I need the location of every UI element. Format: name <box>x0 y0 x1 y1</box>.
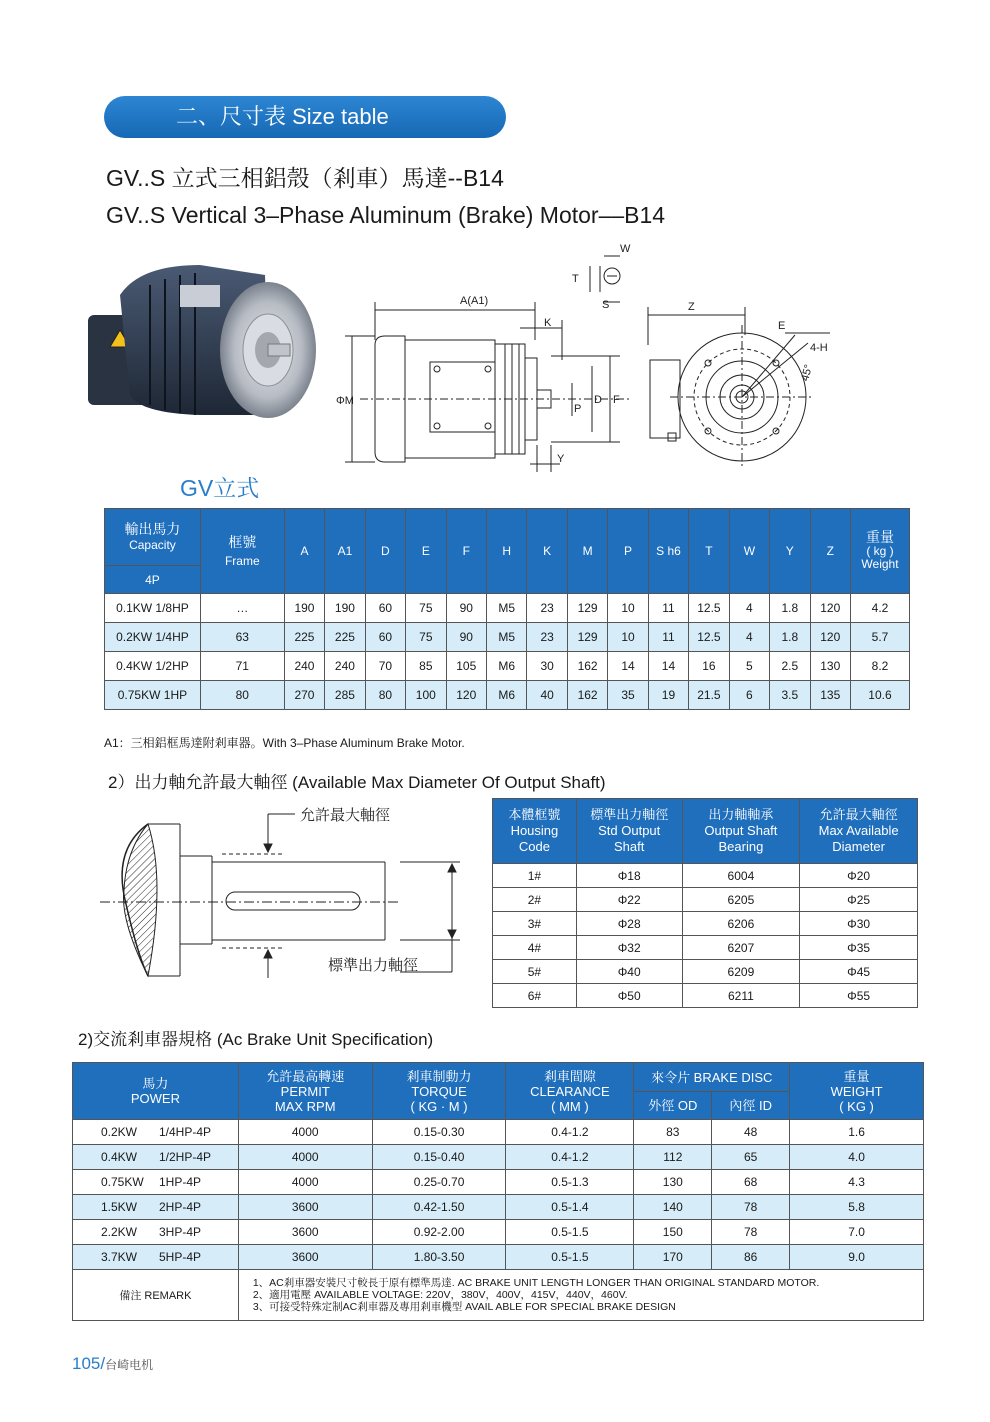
table-cell: 85 <box>406 652 446 681</box>
col-a: A <box>284 509 324 594</box>
nameplate <box>180 285 220 307</box>
brake-weight-header: 重量 WEIGHT ( KG ) <box>790 1063 924 1120</box>
power-cell: 1.5KW 2HP-4P <box>73 1195 239 1220</box>
table-cell: 0.4-1.2 <box>506 1120 634 1145</box>
col-p: P <box>608 509 648 594</box>
table-cell: Φ50 <box>576 984 682 1008</box>
shaft-header: 允許最大軸徑 Max Available Diameter <box>800 799 918 864</box>
table-cell: 3.5 <box>770 681 810 710</box>
table-row <box>73 1120 924 1145</box>
table-cell: 60 <box>365 623 405 652</box>
table-cell: 170 <box>634 1245 712 1270</box>
table-cell: 40 <box>527 681 567 710</box>
max-shaft-label: 允許最大軸徑 <box>300 806 391 824</box>
remark-label: 備注 REMARK <box>73 1270 239 1321</box>
page-number: 105/ <box>72 1354 106 1373</box>
table-cell: 16 <box>689 652 729 681</box>
table-row <box>105 681 910 710</box>
table-cell: 4 <box>729 623 769 652</box>
table-cell: 90 <box>446 594 486 623</box>
power-header: 馬力 POWER <box>73 1063 239 1120</box>
power-cell: 0.2KW 1/4HP-4P <box>73 1120 239 1145</box>
dim-s: S <box>602 299 610 311</box>
table-cell: 78 <box>712 1195 790 1220</box>
col-a1: A1 <box>325 509 365 594</box>
col-t: T <box>689 509 729 594</box>
table-cell: 6211 <box>682 984 800 1008</box>
col-y: Y <box>770 509 810 594</box>
table-cell: 10.6 <box>850 681 909 710</box>
table-cell: 12.5 <box>689 594 729 623</box>
table-cell: 5.8 <box>790 1195 924 1220</box>
table-cell: Φ40 <box>576 960 682 984</box>
table-cell: 150 <box>634 1220 712 1245</box>
table-cell: Φ32 <box>576 936 682 960</box>
brake-table <box>72 1062 924 1321</box>
table-cell: 0.25-0.70 <box>372 1170 506 1195</box>
col-k: K <box>527 509 567 594</box>
table-cell: 0.5-1.5 <box>506 1220 634 1245</box>
table-cell: 23 <box>527 594 567 623</box>
dim-p: P <box>574 403 582 415</box>
table-cell: 11 <box>648 623 688 652</box>
col-w: W <box>729 509 769 594</box>
shaft-diagram <box>100 800 480 980</box>
table-row <box>73 1245 924 1270</box>
table-cell: 0.4-1.2 <box>506 1145 634 1170</box>
table-cell: 1.8 <box>770 623 810 652</box>
table-cell: 90 <box>446 623 486 652</box>
table-cell: 120 <box>810 623 850 652</box>
col-s: S h6 <box>648 509 688 594</box>
table-cell: 0.5-1.5 <box>506 1245 634 1270</box>
table-cell: 129 <box>567 623 607 652</box>
table-cell: 4.2 <box>850 594 909 623</box>
power-cell: 0.4KW 1/2HP-4P <box>73 1145 239 1170</box>
table-row <box>105 623 910 652</box>
table-cell: 78 <box>712 1220 790 1245</box>
table-row <box>493 960 918 984</box>
table-row <box>493 912 918 936</box>
table-row <box>493 936 918 960</box>
table-cell: 86 <box>712 1245 790 1270</box>
shaft-header: 標準出力軸徑 Std Output Shaft <box>576 799 682 864</box>
table-cell: 4000 <box>238 1170 372 1195</box>
col-z: Z <box>810 509 850 594</box>
dim-a: A(A1) <box>460 295 489 307</box>
table-cell: 6 <box>729 681 769 710</box>
table-cell: Φ25 <box>800 888 918 912</box>
table-cell: 10 <box>608 594 648 623</box>
table-cell: 1.6 <box>790 1120 924 1145</box>
clearance-header: 剎車間隙 CLEARANCE ( MM ) <box>506 1063 634 1120</box>
capacity-header: 輸出馬力 Capacity <box>105 509 201 566</box>
table-cell: 8.2 <box>850 652 909 681</box>
table-cell: 71 <box>200 652 284 681</box>
dim-d: D <box>594 394 602 406</box>
dim-z: Z <box>688 301 695 313</box>
dim-f: F <box>613 394 620 406</box>
power-cell: 3.7KW 5HP-4P <box>73 1245 239 1270</box>
table-cell: 12.5 <box>689 623 729 652</box>
col-d: D <box>365 509 405 594</box>
table-cell: Φ35 <box>800 936 918 960</box>
table-row <box>493 864 918 888</box>
table-cell: 162 <box>567 681 607 710</box>
table-cell: Φ45 <box>800 960 918 984</box>
dim-h: 4-H <box>810 342 828 354</box>
table-cell: Φ30 <box>800 912 918 936</box>
table-cell: 0.2KW 1/4HP <box>105 623 201 652</box>
table-cell: 5 <box>729 652 769 681</box>
table-cell: 0.42-1.50 <box>372 1195 506 1220</box>
brake-section-title: 2)交流剎車器規格 (Ac Brake Unit Specification) <box>78 1030 434 1049</box>
table-cell: 10 <box>608 623 648 652</box>
table-cell: 6206 <box>682 912 800 936</box>
title-en: GV..S Vertical 3–Phase Aluminum (Brake) Motor––B14 <box>106 202 666 228</box>
table-row <box>493 888 918 912</box>
dim-w: W <box>620 243 631 255</box>
table-cell: 6# <box>493 984 577 1008</box>
table-cell: 3# <box>493 912 577 936</box>
table-cell: 130 <box>810 652 850 681</box>
table-cell: 2# <box>493 888 577 912</box>
table-cell: 4.3 <box>790 1170 924 1195</box>
table-cell: 48 <box>712 1120 790 1145</box>
table-cell: 35 <box>608 681 648 710</box>
table-cell: … <box>200 594 284 623</box>
table-cell: 19 <box>648 681 688 710</box>
remark-text: 1、AC剎車器安裝尺寸較長于原有標準馬達. AC BRAKE UNIT LENGTH LONGER THAN ORIGINAL STANDARD MOTOR. 2、適用電壓 AVAILABLE VOLTAGE: 220V，380V，400V，415V，440V，460V. 3、可接受特殊定制AC剎車器及專用剎車機型 AVAIL ABLE FOR SPECIAL BRAKE DESIGN <box>238 1270 923 1321</box>
dim-m: ΦM <box>336 395 354 407</box>
table-row <box>73 1195 924 1220</box>
table-cell: 1.80-3.50 <box>372 1245 506 1270</box>
table-cell: 130 <box>634 1170 712 1195</box>
dim-k: K <box>544 317 552 329</box>
frame-header: 框號 Frame <box>200 509 284 594</box>
motor-photo <box>80 255 320 425</box>
dim-e: E <box>778 320 786 332</box>
title-cn: GV..S 立式三相鋁殼（剎車）馬達--B14 <box>106 165 504 191</box>
front-view-drawing <box>640 295 840 475</box>
table-cell: 30 <box>527 652 567 681</box>
table-cell: 0.75KW 1HP <box>105 681 201 710</box>
disc-header: 來令片 BRAKE DISC <box>634 1063 790 1092</box>
col-f: F <box>446 509 486 594</box>
section-title: 二、尺寸表 Size table <box>104 96 506 138</box>
shaft-header: 本體框號 Housing Code <box>493 799 577 864</box>
table-cell: 83 <box>634 1120 712 1145</box>
table-cell: 60 <box>365 594 405 623</box>
gv-label: GV立式 <box>180 475 260 501</box>
table-cell: 3600 <box>238 1245 372 1270</box>
table-cell: 4000 <box>238 1120 372 1145</box>
table-cell: 70 <box>365 652 405 681</box>
col-m: M <box>567 509 607 594</box>
id-header: 內徑 ID <box>712 1092 790 1120</box>
table-cell: 135 <box>810 681 850 710</box>
table-row <box>105 652 910 681</box>
table-cell: M6 <box>487 681 527 710</box>
table-cell: 4.0 <box>790 1145 924 1170</box>
weight-header: 重量 ( kg ) Weight <box>850 509 909 594</box>
table-cell: 80 <box>365 681 405 710</box>
size-table <box>104 508 910 710</box>
table-row <box>73 1220 924 1245</box>
table-cell: 0.5-1.3 <box>506 1170 634 1195</box>
side-view-drawing <box>330 240 640 472</box>
shaft-table <box>492 798 918 1008</box>
table-cell: 9.0 <box>790 1245 924 1270</box>
table-cell: 120 <box>446 681 486 710</box>
table-cell: 112 <box>634 1145 712 1170</box>
table-cell: 225 <box>325 623 365 652</box>
std-shaft-label: 標準出力軸徑 <box>328 956 419 974</box>
table-cell: 6004 <box>682 864 800 888</box>
shaft <box>268 344 290 356</box>
table-cell: 240 <box>325 652 365 681</box>
power-cell: 2.2KW 3HP-4P <box>73 1220 239 1245</box>
torque-header: 剎車制動力 TORQUE ( KG · M ) <box>372 1063 506 1120</box>
col-h: H <box>487 509 527 594</box>
table-cell: 11 <box>648 594 688 623</box>
table-cell: 68 <box>712 1170 790 1195</box>
table-cell: 6207 <box>682 936 800 960</box>
table-cell: M5 <box>487 594 527 623</box>
table-cell: 0.4KW 1/2HP <box>105 652 201 681</box>
table-cell: 4 <box>729 594 769 623</box>
table-cell: M6 <box>487 652 527 681</box>
table-cell: 120 <box>810 594 850 623</box>
table-cell: 6205 <box>682 888 800 912</box>
dim-angle: 45° <box>799 363 816 383</box>
table-cell: 0.92-2.00 <box>372 1220 506 1245</box>
table-cell: 0.15-0.30 <box>372 1120 506 1145</box>
table-cell: 63 <box>200 623 284 652</box>
table-cell: 65 <box>712 1145 790 1170</box>
table-cell: Φ22 <box>576 888 682 912</box>
table-cell: 190 <box>284 594 324 623</box>
table-cell: 4# <box>493 936 577 960</box>
table-cell: 80 <box>200 681 284 710</box>
table-cell: 23 <box>527 623 567 652</box>
table-cell: 4000 <box>238 1145 372 1170</box>
table-cell: M5 <box>487 623 527 652</box>
table-row <box>73 1145 924 1170</box>
table-cell: 2.5 <box>770 652 810 681</box>
od-header: 外徑 OD <box>634 1092 712 1120</box>
table-row <box>493 984 918 1008</box>
table-cell: 105 <box>446 652 486 681</box>
power-cell: 0.75KW 1HP-4P <box>73 1170 239 1195</box>
table-row <box>73 1170 924 1195</box>
shaft-section-title: 2）出力軸允許最大軸徑 (Available Max Diameter Of Output Shaft) <box>108 773 606 792</box>
table-cell: 100 <box>406 681 446 710</box>
table-row <box>105 594 910 623</box>
shaft-header: 出力軸軸承 Output Shaft Bearing <box>682 799 800 864</box>
table-cell: 240 <box>284 652 324 681</box>
table-cell: 270 <box>284 681 324 710</box>
table-cell: 7.0 <box>790 1220 924 1245</box>
table-cell: 140 <box>634 1195 712 1220</box>
table-cell: 21.5 <box>689 681 729 710</box>
table-cell: 14 <box>648 652 688 681</box>
table-cell: 0.1KW 1/8HP <box>105 594 201 623</box>
table-cell: 162 <box>567 652 607 681</box>
table-cell: 129 <box>567 594 607 623</box>
table-cell: 190 <box>325 594 365 623</box>
table-cell: 1# <box>493 864 577 888</box>
table-cell: Φ20 <box>800 864 918 888</box>
page-footer <box>72 1354 153 1374</box>
table-cell: 5.7 <box>850 623 909 652</box>
brand-name: 台崎电机 <box>105 1358 154 1372</box>
col-e: E <box>406 509 446 594</box>
rpm-header: 允許最高轉速 PERMIT MAX RPM <box>238 1063 372 1120</box>
table-cell: Φ18 <box>576 864 682 888</box>
table-cell: Φ55 <box>800 984 918 1008</box>
table-cell: 1.8 <box>770 594 810 623</box>
table-cell: 0.5-1.4 <box>506 1195 634 1220</box>
table-cell: 3600 <box>238 1195 372 1220</box>
table-cell: 75 <box>406 594 446 623</box>
dim-y: Y <box>557 453 565 465</box>
table-cell: 6209 <box>682 960 800 984</box>
dim-t: T <box>572 273 579 285</box>
table-cell: 75 <box>406 623 446 652</box>
table-cell: 5# <box>493 960 577 984</box>
note-a1: A1：三相鋁框馬達附剎車器。With 3–Phase Aluminum Brake Motor. <box>104 736 465 750</box>
table-cell: 225 <box>284 623 324 652</box>
table-cell: Φ28 <box>576 912 682 936</box>
table-cell: 3600 <box>238 1220 372 1245</box>
table-cell: 14 <box>608 652 648 681</box>
table-cell: 0.15-0.40 <box>372 1145 506 1170</box>
pole-header: 4P <box>105 566 201 594</box>
table-cell: 285 <box>325 681 365 710</box>
